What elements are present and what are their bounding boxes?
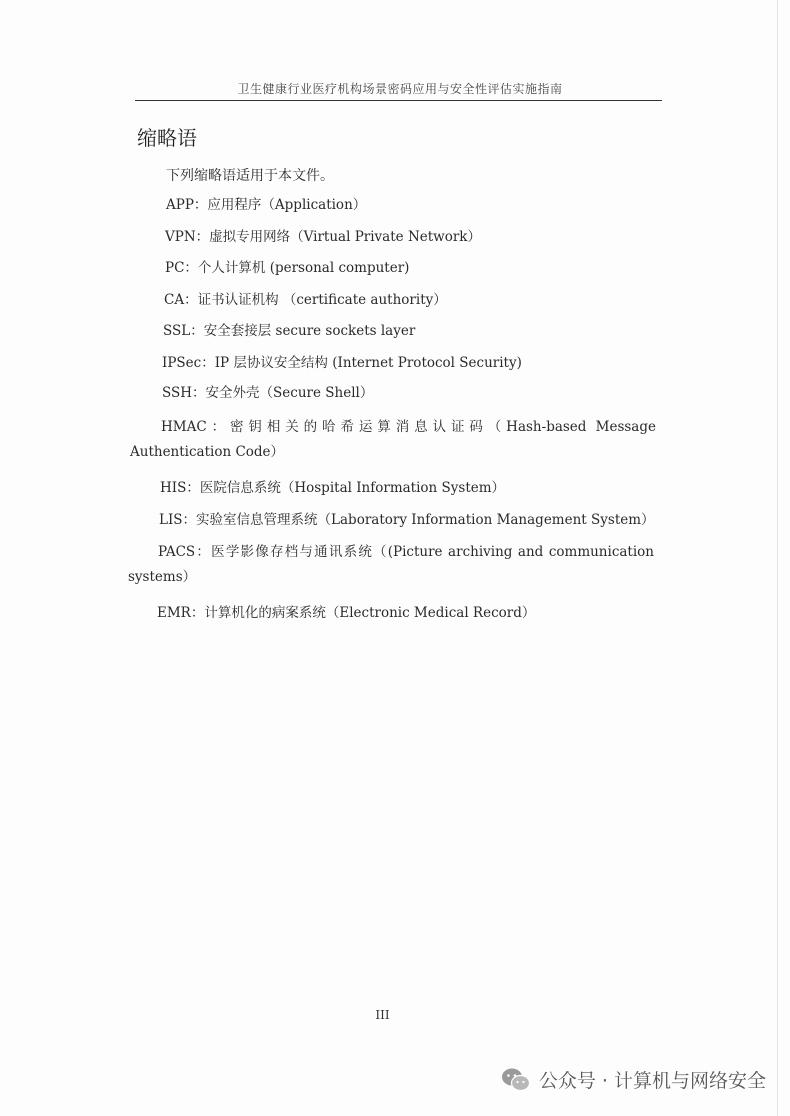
abbreviation-entry-ssl: SSL：安全套接层 secure sockets layer <box>163 323 416 339</box>
abbreviation-entry-ssh: SSH：安全外壳（Secure Shell） <box>162 385 374 401</box>
abbreviation-entry-pc: PC：个人计算机 (personal computer) <box>165 260 410 276</box>
abbreviation-entry-his: HIS：医院信息系统（Hospital Information System） <box>160 480 506 496</box>
abbreviation-entry-lis: LIS：实验室信息管理系统（Laboratory Information Management System） <box>159 512 655 528</box>
page-number: III <box>375 1008 390 1022</box>
section-intro: 下列缩略语适用于本文件。 <box>166 168 334 184</box>
watermark-text: 公众号 · 计算机与网络安全 <box>538 1070 766 1092</box>
abbreviation-entry-emr: EMR：计算机化的病案系统（Electronic Medical Record） <box>157 605 536 621</box>
abbreviation-entry-vpn: VPN：虚拟专用网络（Virtual Private Network） <box>165 229 481 245</box>
abbreviation-entry-hmac: HMAC：密钥相关的哈希运算消息认证码（Hash-based Message Authentication Code） <box>130 419 656 460</box>
abbreviation-entry-app: APP：应用程序（Application） <box>166 197 367 213</box>
wechat-icon <box>501 1067 531 1093</box>
abbreviation-entry-pacs: PACS：医学影像存档与通讯系统（(Picture archiving and communication systems） <box>128 544 654 585</box>
watermark <box>501 1066 766 1093</box>
running-header: 卫生健康行业医疗机构场景密码应用与安全性评估实施指南 <box>237 82 563 96</box>
abbreviation-entry-ipsec: IPSec：IP 层协议安全结构 (Internet Protocol Security) <box>162 355 522 371</box>
abbreviation-entry-ca: CA：证书认证机构 （certificate authority） <box>164 292 447 308</box>
header-rule <box>135 100 662 101</box>
page-edge-line <box>777 0 778 1116</box>
section-title: 缩略语 <box>137 126 197 150</box>
